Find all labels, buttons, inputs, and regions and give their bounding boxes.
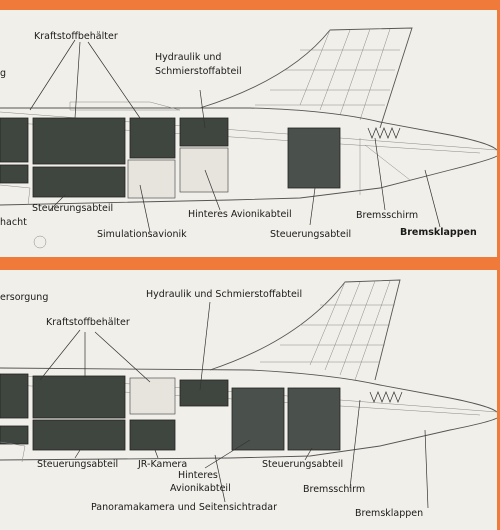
bottom-gear-strut [0, 442, 25, 462]
top-fin-ribs [255, 50, 400, 105]
top-steuerung-right-box [288, 128, 340, 188]
bottom-hinteres-box [232, 388, 284, 450]
top-steuerung-right-leader [310, 188, 315, 225]
top-label-hinteres: Hinteres Avionikabteil [188, 209, 292, 220]
top-fin-hatching [300, 29, 390, 120]
top-steuerung-left-box [33, 167, 125, 197]
bottom-label-steuerung-left: Steuerungsabteil [37, 459, 119, 470]
bottom-jr-kamera-leader [155, 450, 158, 458]
bottom-label-hydraulik: Hydraulik und Schmierstoffabteil [146, 289, 303, 300]
bottom-hinteres-leader [205, 440, 250, 468]
bottom-label-bremsklappen: Bremsklappen [355, 508, 424, 519]
bottom-tank-forward [33, 376, 125, 418]
bottom-jr-kamera-box [130, 420, 175, 450]
top-label-schacht-partial: hacht [0, 217, 27, 228]
top-nose-lower [0, 165, 28, 183]
bottom-label-hinteres-2: Avionikabteil [170, 483, 231, 494]
bottom-label-kraftstoff: Kraftstoffbehälter [46, 317, 130, 328]
top-bremsschirm-spring [368, 128, 400, 138]
bottom-label-steuerung-right: Steuerungsabteil [262, 459, 344, 470]
bottom-label-versorgung-partial: ersorgung [0, 292, 49, 303]
top-label-hydraulik-2: Schmierstoffabteil [155, 66, 242, 77]
bottom-bremsschirm-spring [370, 392, 402, 402]
top-tank-mid [130, 118, 175, 158]
top-bremsschirm-leader [375, 138, 385, 210]
bottom-steuerung-left-leader [75, 450, 80, 458]
bottom-fin-hatching [310, 281, 390, 380]
top-label-bremsschirm: Bremsschirm [356, 210, 419, 221]
bottom-nose-lower [0, 426, 28, 444]
top-label-steuerung-right: Steuerungsabteil [270, 229, 352, 240]
bottom-fin-ribs [260, 305, 395, 362]
top-tank-forward [33, 118, 125, 164]
top-label-kraftstoff: Kraftstoffbehälter [34, 31, 118, 42]
top-panel-aircraft-cutaway [0, 10, 497, 257]
top-kraftstoff-leaders [30, 40, 140, 118]
bottom-kraftstoff-leaders [40, 330, 150, 382]
bottom-label-bremsschirm: Bremsschirm [303, 484, 366, 495]
top-label-hydraulik-1: Hydraulik und [155, 52, 222, 63]
bottom-steuerung-left-box [33, 420, 125, 450]
top-tail-fin [200, 28, 412, 128]
top-gear-wheel [34, 236, 46, 248]
bottom-label-jr-kamera: JR-Kamera [138, 459, 188, 470]
bottom-label-panorama: Panoramakamera und Seitensichtradar [91, 502, 278, 513]
top-label-versorgung-partial: g [0, 68, 7, 79]
bottom-bremsschirm-leader [350, 400, 360, 488]
top-gear-strut [0, 185, 30, 205]
top-label-steuerung-left: Steuerungsabteil [32, 203, 114, 214]
bottom-cutaway-drawing [0, 270, 497, 530]
bottom-panel-aircraft-cutaway [0, 270, 497, 530]
top-hinteres-box [180, 148, 228, 192]
bottom-steuerung-right-box [288, 388, 340, 450]
bottom-tank-mid [130, 378, 175, 414]
top-simulation-box [128, 160, 175, 198]
bottom-tank-nose [0, 374, 28, 418]
top-bremsklappen-leader [425, 170, 440, 227]
top-dorsal-spine [70, 102, 180, 110]
bottom-hydraulik-box [180, 380, 228, 406]
bottom-hydraulik-leader [200, 302, 210, 390]
top-tank-nose [0, 118, 28, 162]
bottom-label-hinteres-1: Hinteres [178, 470, 218, 481]
bottom-bremsklappen-leader [425, 430, 428, 508]
top-label-bremsklappen: Bremsklappen [400, 227, 477, 238]
top-label-simulation: Simulationsavionik [97, 229, 187, 240]
